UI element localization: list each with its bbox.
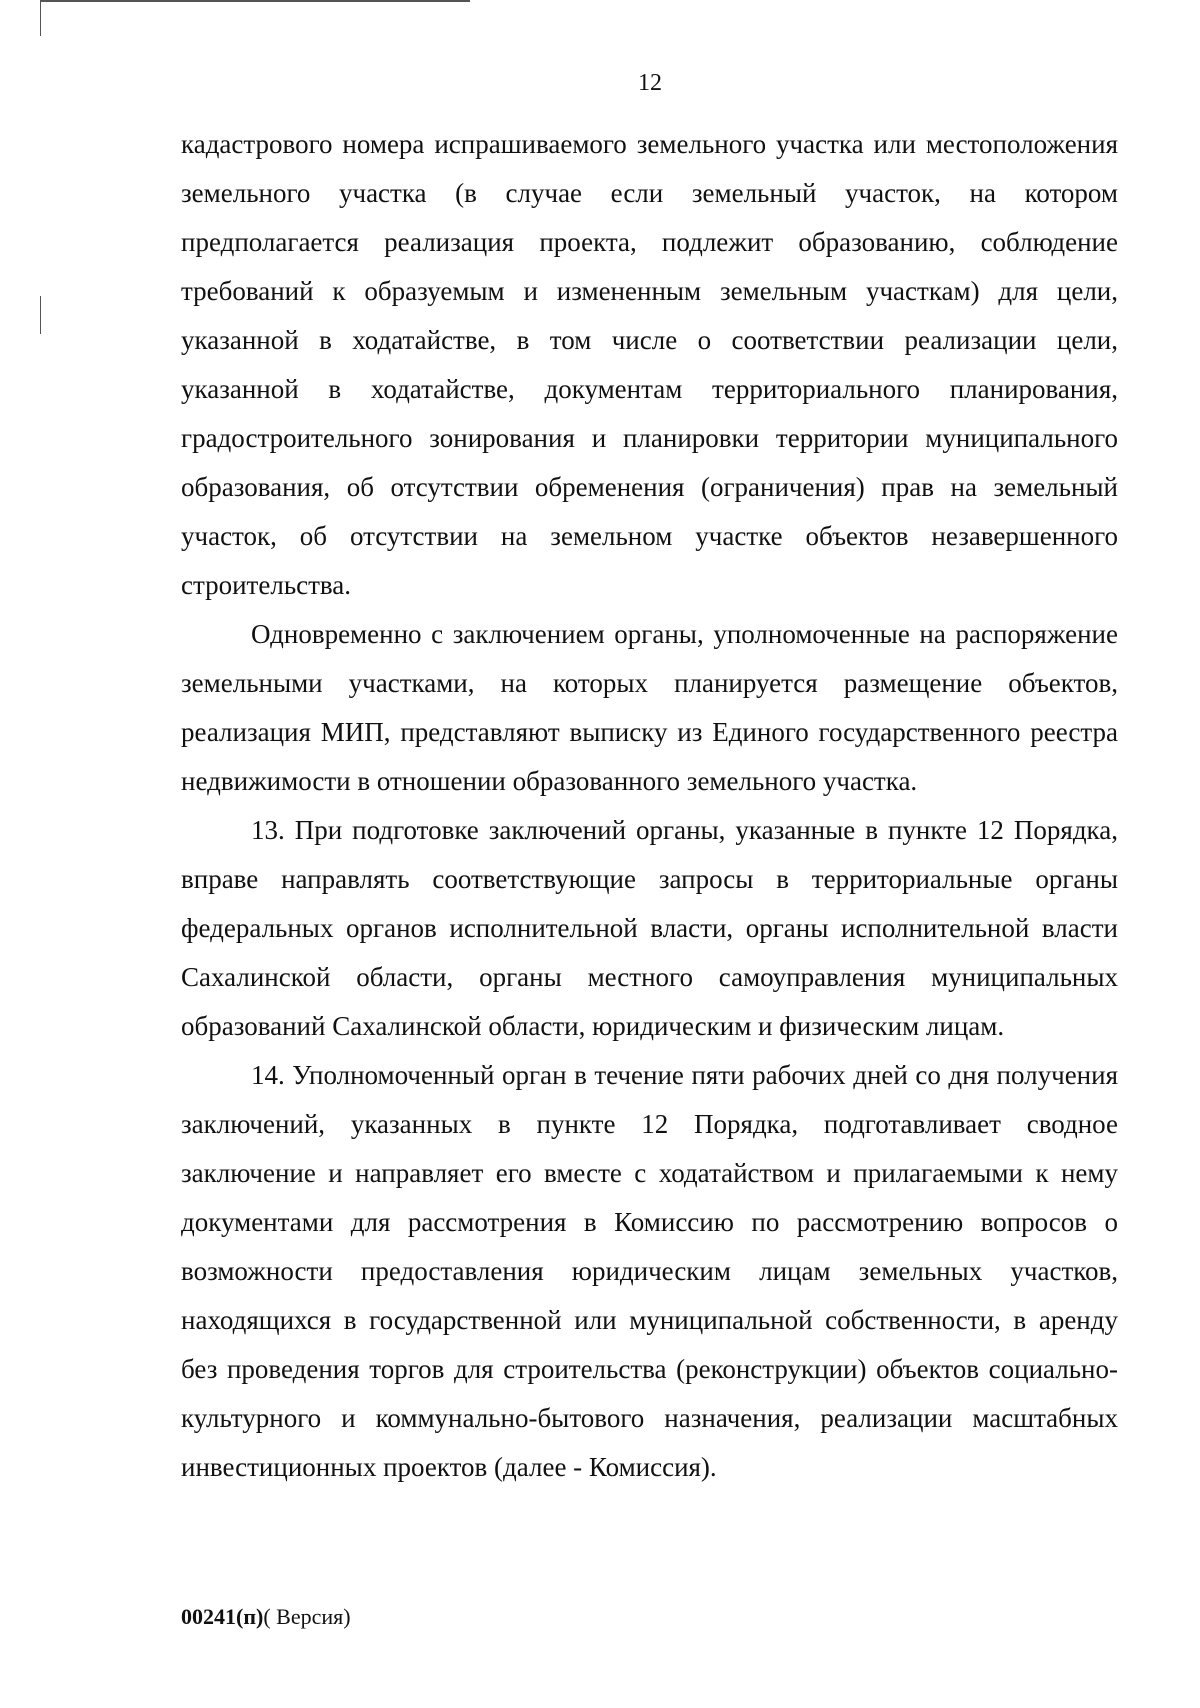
paragraph-extract-statement: Одновременно с заключением органы, уполномоченные на распоряжение земельными участками, на которых планируется размещение объектов, реализация МИП, представляют выписку из Единого государственного реестра недвижимости в отношении образованного земельного участка. [181,619,1118,796]
scan-edge-mark-top [40,0,470,2]
paragraph-continuation: кадастрового номера испрашиваемого земельного участка или местоположения земельного участка (в случае если земельный участок, на котором предполагается реализация проекта, подлежит образованию, соблюдение требований к образуемым и измененным земельным участкам) для цели, указанной в ходатайстве, в том числе о соответствии реализации цели, указанной в ходатайстве, документам территориального планирования, градостроительного зонирования и планировки территории муниципального образования, об отсутствии обременения (ограничения) прав на земельный участок, об отсутствии на земельном участке объектов незавершенного строительства. [181,129,1118,600]
scan-edge-mark-left-top [40,0,41,36]
document-code: 00241(п) [181,1604,264,1629]
page-number: 12 [638,70,662,96]
paragraph-item-14: 14. Уполномоченный орган в течение пяти рабочих дней со дня получения заключений, указанных в пункте 12 Порядка, подготавливает сводное заключение и направляет его вместе с ходатайством и прилагаемыми к нему документами для рассмотрения в Комиссию по рассмотрению вопросов о возможности предоставления юридическим лицам земельных участков, находящихся в государственной или муниципальной собственности, в аренду без проведения торгов для строительства (реконструкции) объектов социально-культурного и коммунально-бытового назначения, реализации масштабных инвестиционных проектов (далее - Комиссия). [181,1060,1118,1482]
document-body [181,120,1118,1492]
document-footer [181,1604,351,1630]
paragraph-item-13: 13. При подготовке заключений органы, указанные в пункте 12 Порядка, вправе направлять соответствующие запросы в территориальные органы федеральных органов исполнительной власти, органы исполнительной власти Сахалинской области, органы местного самоуправления муниципальных образований Сахалинской области, юридическим и физическим лицам. [181,815,1118,1041]
scan-edge-mark-left-mid [40,296,41,334]
document-version: ( Версия) [263,1604,351,1629]
